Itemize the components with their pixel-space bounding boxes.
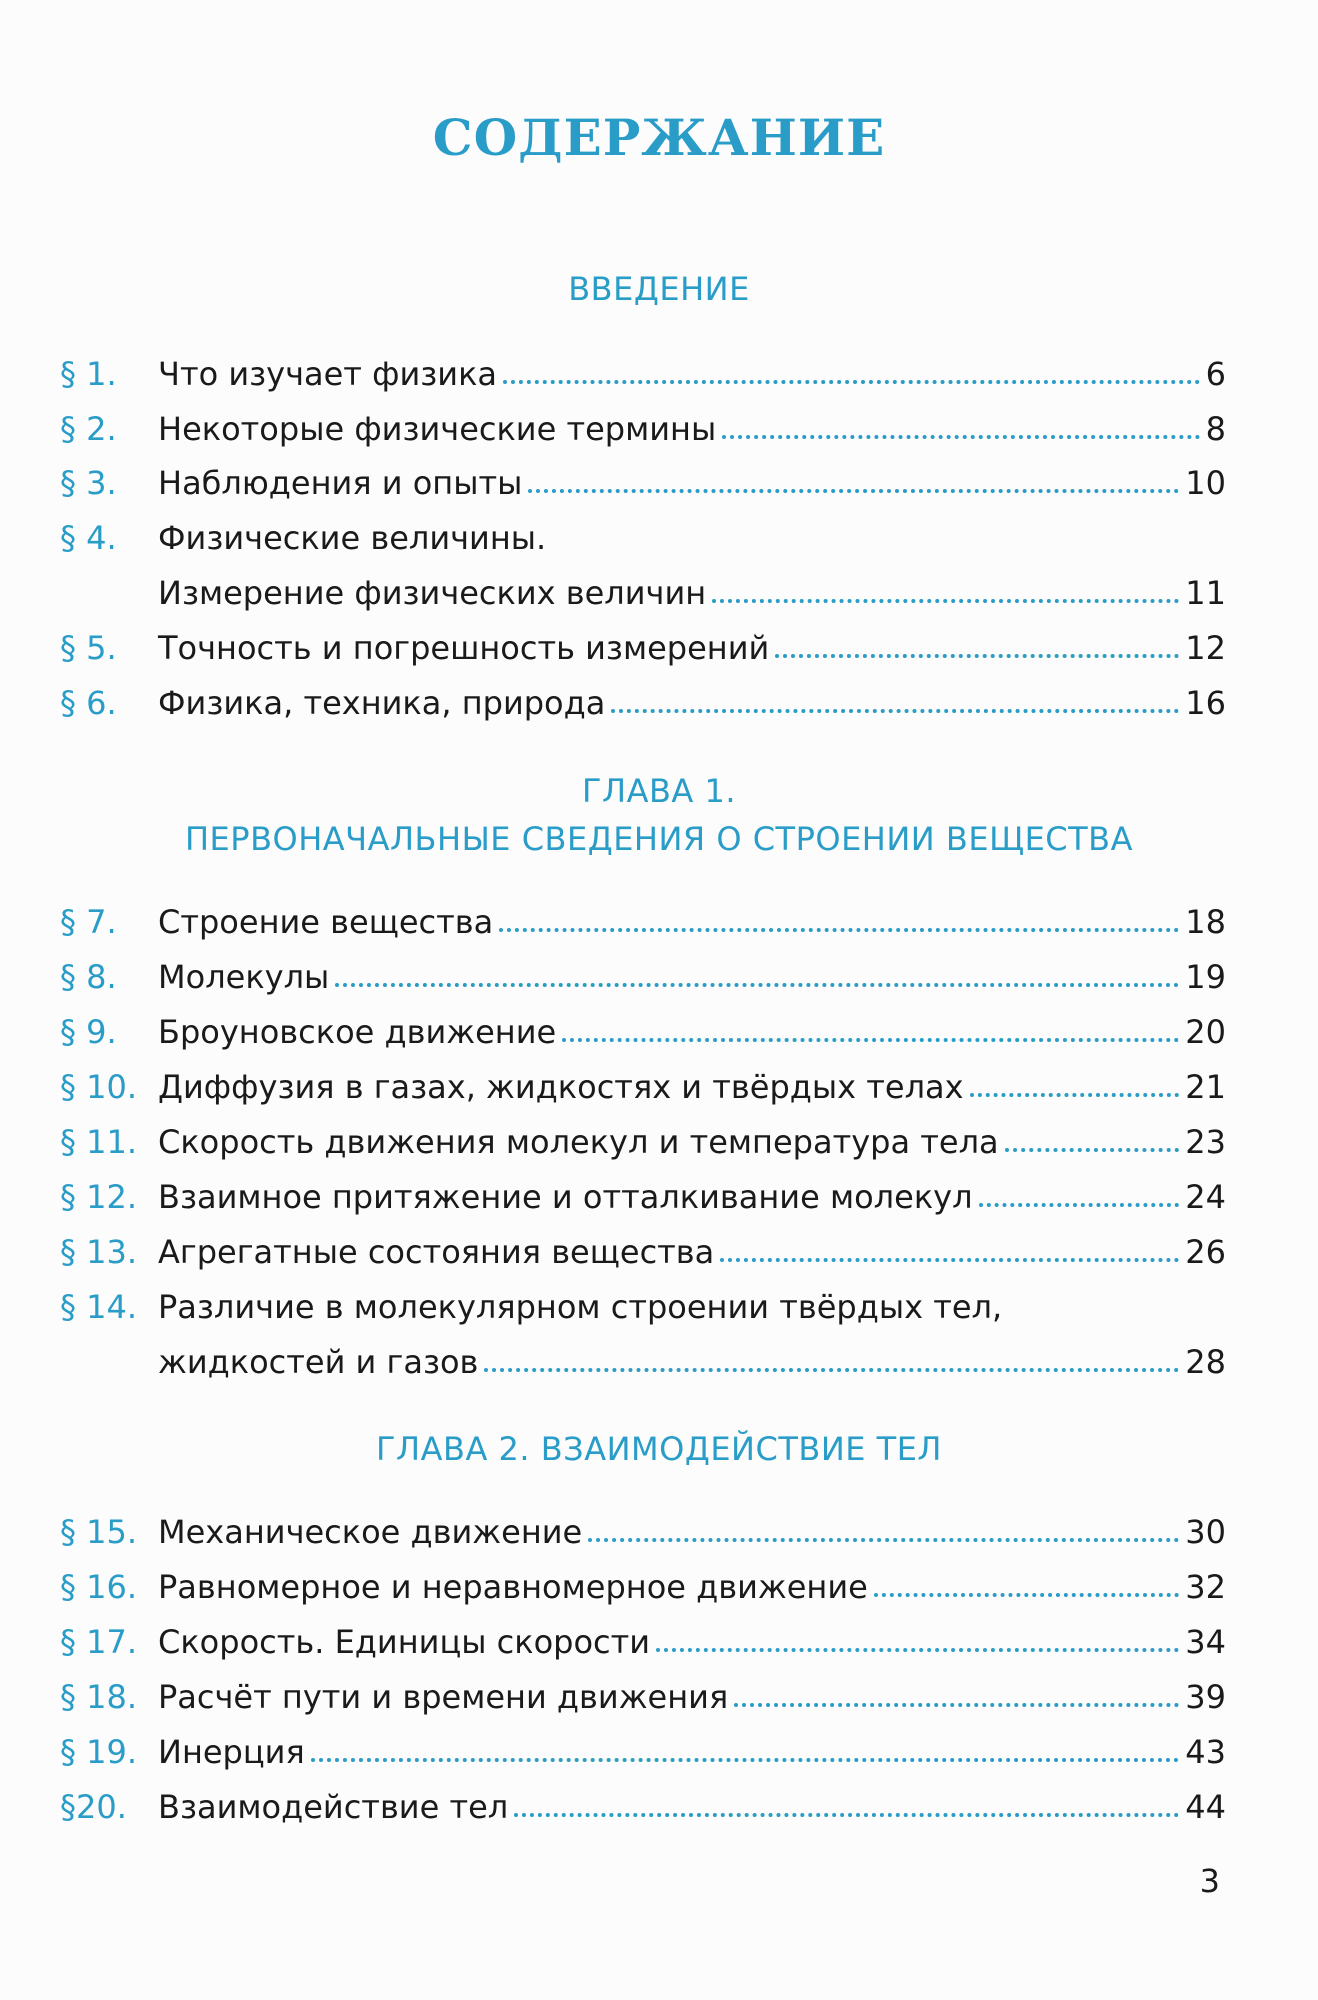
toc-entry-page: 28 xyxy=(1185,1343,1226,1381)
dot-leader xyxy=(484,1368,1179,1372)
toc-entry-page: 21 xyxy=(1185,1068,1226,1106)
toc-entry-title: Диффузия в газах, жидкостях и твёрдых телах xyxy=(158,1068,964,1106)
toc-entry-page: 10 xyxy=(1185,464,1226,502)
toc-entry[interactable] xyxy=(60,1508,1226,1552)
toc-entry-page: 8 xyxy=(1205,410,1226,448)
toc-entry-title: Взаимодействие тел xyxy=(158,1788,509,1826)
toc-entry[interactable] xyxy=(60,1783,1226,1827)
dot-leader xyxy=(722,435,1199,439)
page-number: 3 xyxy=(1199,1862,1220,1900)
chapter-1-heading-line2: ПЕРВОНАЧАЛЬНЫЕ СВЕДЕНИЯ О СТРОЕНИИ ВЕЩЕСТВА xyxy=(184,820,1134,858)
toc-entry-number: §20. xyxy=(60,1788,127,1826)
toc-entry-number: § 12. xyxy=(60,1178,138,1216)
toc-entry[interactable] xyxy=(60,679,1226,723)
toc-entry-page: 20 xyxy=(1185,1013,1226,1051)
toc-entry[interactable] xyxy=(60,1008,1226,1052)
toc-entry-title-cont: Измерение физических величин xyxy=(158,574,707,612)
toc-entry-number: § 2. xyxy=(60,410,117,448)
toc-entry[interactable] xyxy=(60,1228,1226,1272)
toc-entry-page: 16 xyxy=(1185,684,1226,722)
toc-entry-page: 30 xyxy=(1185,1513,1226,1551)
dot-leader xyxy=(720,1258,1179,1262)
toc-entry-number: § 16. xyxy=(60,1568,138,1606)
toc-entry-title: Механическое движение xyxy=(158,1513,583,1551)
toc-entry-title: Расчёт пути и времени движения xyxy=(158,1678,729,1716)
dot-leader xyxy=(734,1703,1179,1707)
toc-entry-page: 34 xyxy=(1185,1623,1226,1661)
toc-entry-page: 39 xyxy=(1185,1678,1226,1716)
toc-entry-title: Инерция xyxy=(158,1733,305,1771)
toc-entry[interactable] xyxy=(60,1618,1226,1662)
toc-entry[interactable] xyxy=(60,514,1226,558)
toc-entry-continuation[interactable] xyxy=(158,569,1226,613)
toc-entry[interactable] xyxy=(60,1173,1226,1217)
dot-leader xyxy=(611,709,1179,713)
toc-entry-page: 26 xyxy=(1185,1233,1226,1271)
toc-entry-number: § 4. xyxy=(60,519,117,557)
toc-entry[interactable] xyxy=(60,350,1226,394)
toc-entry-number: § 1. xyxy=(60,355,117,393)
toc-entry-number: § 7. xyxy=(60,903,117,941)
toc-entry-continuation[interactable] xyxy=(158,1338,1226,1382)
toc-entry[interactable] xyxy=(60,459,1226,503)
toc-entry-title: Взаимное притяжение и отталкивание молекул xyxy=(158,1178,973,1216)
dot-leader xyxy=(499,928,1179,932)
toc-entry-title: Броуновское движение xyxy=(158,1013,557,1051)
toc-entry-title: Строение вещества xyxy=(158,903,494,941)
chapter-1-heading-line1: ГЛАВА 1. xyxy=(581,772,736,810)
toc-entry-number: § 8. xyxy=(60,958,117,996)
toc-entry-number: § 15. xyxy=(60,1513,138,1551)
dot-leader xyxy=(1005,1148,1180,1152)
toc-entry-page: 6 xyxy=(1205,355,1226,393)
toc-entry-title: Агрегатные состояния вещества xyxy=(158,1233,715,1271)
toc-entry-number: § 14. xyxy=(60,1288,138,1326)
toc-entry-title: Точность и погрешность измерений xyxy=(158,629,770,667)
dot-leader xyxy=(528,489,1179,493)
toc-entry-number: § 9. xyxy=(60,1013,117,1051)
toc-entry-page: 23 xyxy=(1185,1123,1226,1161)
toc-entry-page: 18 xyxy=(1185,903,1226,941)
dot-leader xyxy=(335,983,1179,987)
toc-entry-title: Молекулы xyxy=(158,958,330,996)
dot-leader xyxy=(311,1758,1180,1762)
toc-entry[interactable] xyxy=(60,898,1226,942)
toc-entry-page: 19 xyxy=(1185,958,1226,996)
chapter-2-heading: ГЛАВА 2. ВЗАИМОДЕЙСТВИЕ ТЕЛ xyxy=(376,1430,942,1468)
toc-entry[interactable] xyxy=(60,1563,1226,1607)
toc-entry[interactable] xyxy=(60,1283,1226,1327)
toc-entry-page: 11 xyxy=(1185,574,1226,612)
toc-entry-number: § 10. xyxy=(60,1068,138,1106)
dot-leader xyxy=(503,380,1200,384)
toc-entry-page: 24 xyxy=(1185,1178,1226,1216)
section-heading-intro: ВВЕДЕНИЕ xyxy=(568,270,750,308)
dot-leader xyxy=(874,1593,1179,1597)
page-title: СОДЕРЖАНИЕ xyxy=(432,108,886,167)
toc-entry-number: § 3. xyxy=(60,464,117,502)
toc-entry[interactable] xyxy=(60,1063,1226,1107)
dot-leader xyxy=(970,1093,1180,1097)
toc-entry-title: Скорость движения молекул и температура тела xyxy=(158,1123,999,1161)
toc-entry-page: 32 xyxy=(1185,1568,1226,1606)
dot-leader xyxy=(775,654,1179,658)
toc-entry-number: § 5. xyxy=(60,629,117,667)
toc-entry-number: § 18. xyxy=(60,1678,138,1716)
dot-leader xyxy=(588,1538,1179,1542)
dot-leader xyxy=(562,1038,1179,1042)
toc-entry[interactable] xyxy=(60,1728,1226,1772)
toc-entry-number: § 19. xyxy=(60,1733,138,1771)
toc-entry-number: § 11. xyxy=(60,1123,138,1161)
toc-entry-title: Равномерное и неравномерное движение xyxy=(158,1568,868,1606)
toc-entry-page: 12 xyxy=(1185,629,1226,667)
toc-entry-title: Скорость. Единицы скорости xyxy=(158,1623,651,1661)
toc-entry[interactable] xyxy=(60,953,1226,997)
toc-entry-page: 43 xyxy=(1185,1733,1226,1771)
toc-entry-title: Некоторые физические термины xyxy=(158,410,717,448)
toc-entry-page: 44 xyxy=(1185,1788,1226,1826)
toc-entry-title: Различие в молекулярном строении твёрдых тел, xyxy=(158,1288,1003,1326)
dot-leader xyxy=(656,1648,1179,1652)
toc-entry[interactable] xyxy=(60,1118,1226,1162)
toc-entry[interactable] xyxy=(60,1673,1226,1717)
dot-leader xyxy=(514,1813,1179,1817)
toc-entry-title: Наблюдения и опыты xyxy=(158,464,523,502)
dot-leader xyxy=(712,599,1179,603)
toc-entry[interactable] xyxy=(60,405,1226,449)
toc-entry-title: Физика, техника, природа xyxy=(158,684,606,722)
dot-leader xyxy=(979,1203,1180,1207)
toc-entry[interactable] xyxy=(60,624,1226,668)
toc-entry-title: Физические величины. xyxy=(158,519,547,557)
toc-entry-number: § 17. xyxy=(60,1623,138,1661)
toc-entry-title: Что изучает физика xyxy=(158,355,497,393)
toc-entry-title-cont: жидкостей и газов xyxy=(158,1343,479,1381)
toc-entry-number: § 6. xyxy=(60,684,117,722)
toc-entry-number: § 13. xyxy=(60,1233,138,1271)
